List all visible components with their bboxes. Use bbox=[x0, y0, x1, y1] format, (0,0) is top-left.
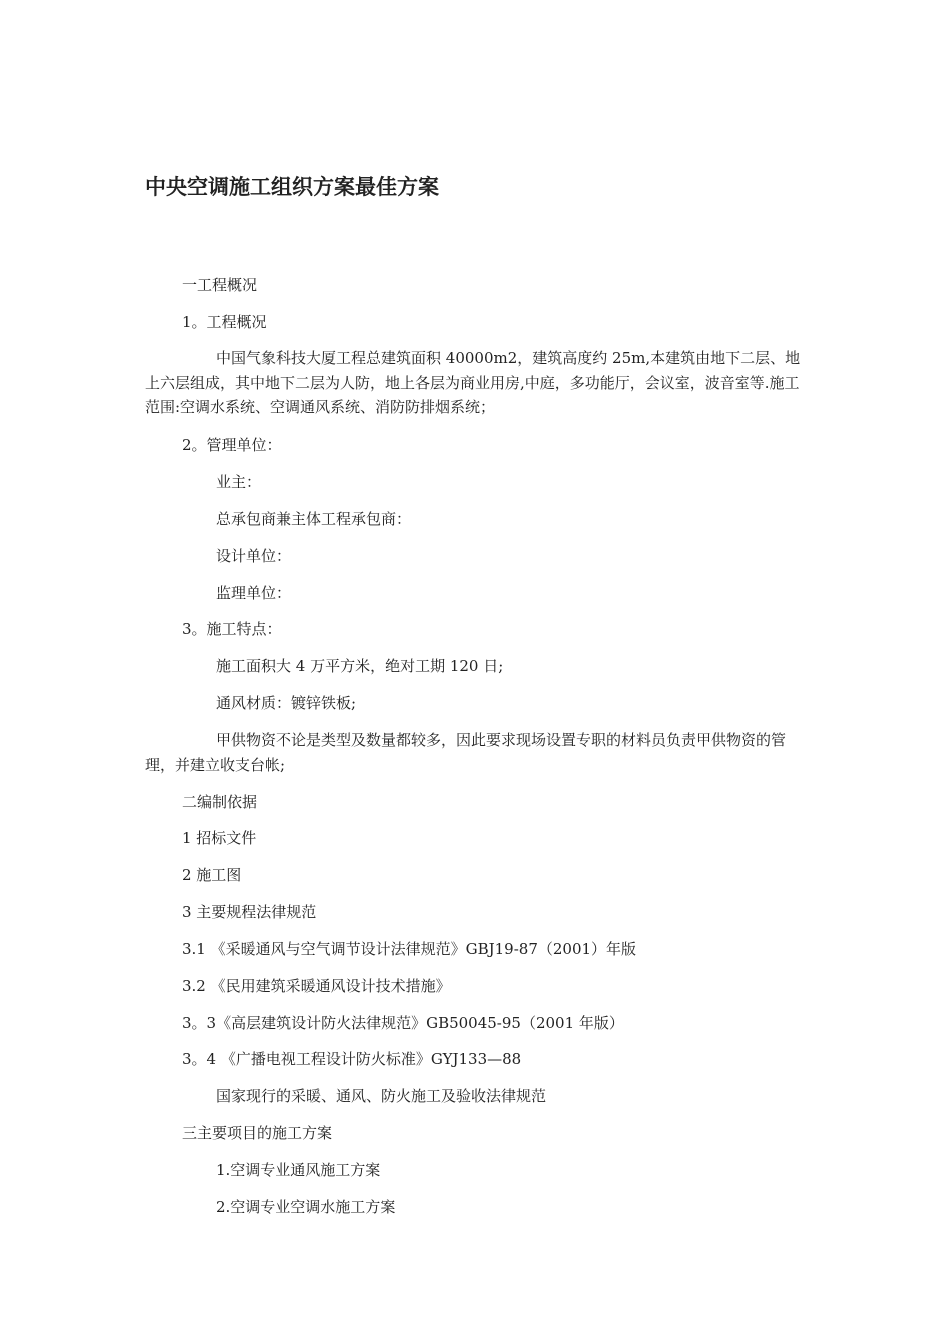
basis-item: 2 施工图 bbox=[182, 866, 242, 884]
basis-item: 3。3《高层建筑设计防火法律规范》GB50045-95（2001 年版） bbox=[182, 1014, 624, 1032]
document-title: 中央空调施工组织方案最佳方案 bbox=[145, 175, 439, 199]
feature-item-area: 施工面积大 4 万平方米，绝对工期 120 日; bbox=[216, 657, 504, 675]
overview-paragraph: 中国气象科技大厦工程总建筑面积 40000m2，建筑高度约 25m,本建筑由地下二层、地上六层组成，其中地下二层为人防，地上各层为商业用房,中庭，多功能厅，会议室，波音室等.施工范围:空调水系统、空调通风系统、消防防排烟系统； bbox=[145, 349, 801, 416]
basis-item: 3.2 《民用建筑采暖通风设计技术措施》 bbox=[182, 977, 451, 995]
management-item-supervisor: 监理单位： bbox=[216, 584, 292, 602]
basis-item: 3.1 《采暖通风与空气调节设计法律规范》GBJ19-87（2001）年版 bbox=[182, 940, 637, 958]
feature-item-material: 通风材质：镀锌铁板; bbox=[216, 694, 357, 712]
plan-item-ventilation: 1.空调专业通风施工方案 bbox=[216, 1161, 381, 1179]
management-item-owner: 业主： bbox=[216, 473, 262, 491]
basis-item: 3 主要规程法律规范 bbox=[182, 903, 317, 921]
subsection-heading-features: 3。施工特点： bbox=[182, 620, 282, 638]
section-heading-plans: 三主要项目的施工方案 bbox=[182, 1124, 333, 1142]
management-item-designer: 设计单位： bbox=[216, 547, 292, 565]
section-heading-overview: 一工程概况 bbox=[182, 276, 258, 294]
section-heading-basis: 二编制依据 bbox=[182, 793, 258, 811]
basis-item: 3。4 《广播电视工程设计防火标准》GYJ133—88 bbox=[182, 1050, 522, 1068]
management-item-contractor: 总承包商兼主体工程承包商： bbox=[216, 510, 412, 528]
subsection-heading-management: 2。管理单位： bbox=[182, 436, 282, 454]
basis-item: 1 招标文件 bbox=[182, 829, 257, 847]
basis-note: 国家现行的采暖、通风、防火施工及验收法律规范 bbox=[216, 1087, 547, 1105]
supplies-paragraph: 甲供物资不论是类型及数量都较多，因此要求现场设置专职的材料员负责甲供物资的管理，并建立收支台帐; bbox=[145, 731, 787, 774]
subsection-heading-overview: 1。工程概况 bbox=[182, 313, 267, 331]
plan-item-water: 2.空调专业空调水施工方案 bbox=[216, 1198, 396, 1216]
